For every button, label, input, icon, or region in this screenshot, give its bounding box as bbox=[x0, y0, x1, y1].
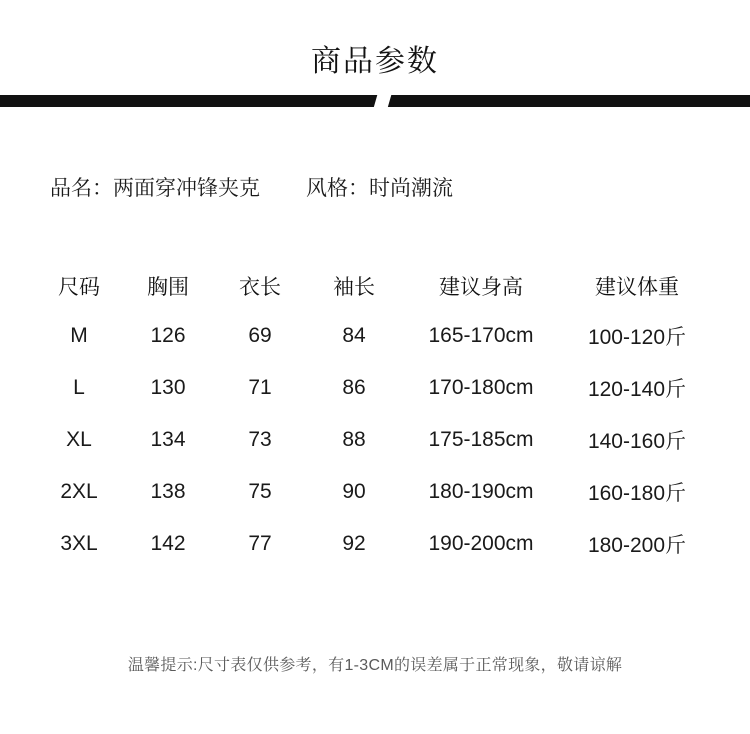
cell-sleeve: 88 bbox=[342, 428, 366, 451]
cell-height: 190-200cm bbox=[428, 532, 534, 555]
cell-length: 77 bbox=[248, 532, 272, 555]
cell-size: 3XL bbox=[60, 532, 98, 555]
product-name-label: 品名： bbox=[50, 177, 113, 200]
cell-length: 75 bbox=[248, 480, 272, 503]
cell-chest: 134 bbox=[150, 428, 186, 451]
table-header-row bbox=[36, 262, 714, 310]
cell-weight: 180-200斤 bbox=[587, 534, 687, 557]
column-header-chest: 胸围 bbox=[147, 276, 189, 299]
cell-sleeve: 86 bbox=[342, 376, 366, 399]
table-row bbox=[36, 466, 714, 518]
column-header-sleeve: 袖长 bbox=[333, 276, 375, 299]
cell-size: 2XL bbox=[60, 480, 98, 503]
table-row bbox=[36, 310, 714, 362]
cell-height: 165-170cm bbox=[428, 324, 534, 347]
cell-chest: 126 bbox=[150, 324, 186, 347]
cell-chest: 130 bbox=[150, 376, 186, 399]
cell-size: XL bbox=[66, 428, 92, 451]
cell-height: 175-185cm bbox=[428, 428, 534, 451]
table-row bbox=[36, 362, 714, 414]
style-value: 时尚潮流 bbox=[369, 177, 453, 200]
cell-sleeve: 84 bbox=[342, 324, 366, 347]
cell-length: 69 bbox=[248, 324, 272, 347]
page-title: 商品参数 bbox=[311, 45, 439, 78]
cell-chest: 138 bbox=[150, 480, 186, 503]
cell-weight: 120-140斤 bbox=[587, 378, 687, 401]
cell-sleeve: 90 bbox=[342, 480, 366, 503]
table-row bbox=[36, 414, 714, 466]
cell-height: 180-190cm bbox=[428, 480, 534, 503]
table-row bbox=[36, 518, 714, 570]
column-header-weight: 建议体重 bbox=[595, 276, 679, 299]
cell-height: 170-180cm bbox=[428, 376, 534, 399]
cell-length: 71 bbox=[248, 376, 272, 399]
column-header-height: 建议身高 bbox=[439, 276, 523, 299]
column-header-length: 衣长 bbox=[239, 276, 281, 299]
product-info-row bbox=[50, 172, 700, 202]
style-label: 风格： bbox=[306, 177, 369, 200]
size-table bbox=[36, 262, 714, 570]
cell-length: 73 bbox=[248, 428, 272, 451]
cell-size: L bbox=[73, 376, 85, 399]
cell-size: M bbox=[70, 324, 88, 347]
cell-sleeve: 92 bbox=[342, 532, 366, 555]
cell-chest: 142 bbox=[150, 532, 186, 555]
column-header-size: 尺码 bbox=[58, 276, 100, 299]
cell-weight: 140-160斤 bbox=[587, 430, 687, 453]
cell-weight: 160-180斤 bbox=[587, 482, 687, 505]
size-disclaimer-note: 温馨提示:尺寸表仅供参考，有1-3CM的误差属于正常现象，敬请谅解 bbox=[127, 657, 623, 674]
cell-weight: 100-120斤 bbox=[587, 326, 687, 349]
product-name-value: 两面穿冲锋夹克 bbox=[113, 177, 260, 200]
